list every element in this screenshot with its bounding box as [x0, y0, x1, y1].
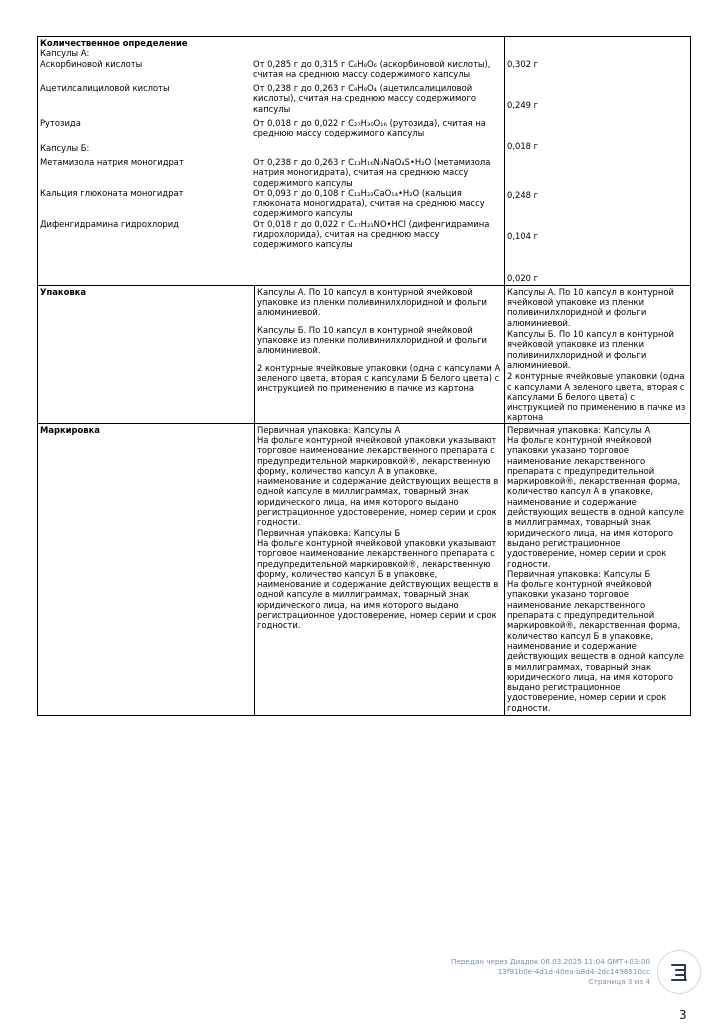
result-acetylsalicylic: 0,249 г: [507, 99, 539, 110]
substance-name: Метамизола натрия моногидрат: [40, 156, 184, 167]
quant-row-rutoside: [40, 118, 502, 139]
table-row-packaging: [38, 285, 691, 423]
marking-result-b-text: На фольге контурной ячейковой упаковки указано торговое наименование лекарственного препарата с предупредительной маркировкой®, лекарственная форма, количество капсул Б в упаковке, наименование и содержание действующих веществ в одной капсуле в миллиграммах, товарный знак юридического лица, на имя которого выдано регистрационное удостоверение, номер серии и срок годности.: [507, 579, 684, 713]
packaging-spec-box: 2 контурные ячейковые упаковки (одна с капсулами А зеленого цвета, вторая с капсулами Б белого цвета) с инструкцией по применению в пачке из картона: [257, 362, 501, 394]
substance-name: Кальция глюконата моногидрат: [40, 187, 184, 198]
quantitative-spec-cell: [38, 37, 505, 286]
quant-row-diphenhydramine: [40, 219, 502, 250]
quant-row-ascorbic: [40, 59, 502, 80]
substance-spec: От 0,238 г до 0,263 г C₁₃H₁₆N₃NaO₄S•H₂O (метамизола натрия моногидрата), считая на среднюю массу содержимого капсулы: [253, 156, 491, 188]
marking-result-b-title: Первичная упаковка: Капсулы Б: [507, 568, 651, 579]
result-metamizole: 0,248 г: [507, 190, 539, 201]
marking-result-a-text: На фольге контурной ячейковой упаковки указано торговое наименование лекарственного препарата с предупредительной маркировкой®, лекарственная форма, количество капсул А в упаковке, наименование и содержание действующих веществ в одной капсуле в миллиграммах, товарный знак юридического лица, на имя которого выдано регистрационное удостоверение, номер серии и срок годности.: [507, 434, 684, 569]
substance-name: Дифенгидрамина гидрохлорид: [40, 218, 179, 229]
marking-spec-a-text: На фольге контурной ячейковой упаковки указывают торговое наименование лекарственного препарата с предупредительной маркировкой®, лекарственную форму, количество капсул А в упаковке, наименование и содержание действующих веществ в одной капсуле в миллиграммах, товарный знак юридического лица, на имя которого выдано регистрационное удостоверение, номер серии и срок годности.: [257, 434, 499, 528]
substance-spec: От 0,018 г до 0,022 г C₂₇H₃₀O₁₆ (рутозида), считая на среднюю массу содержимого капсулы: [253, 118, 486, 139]
table-row-marking: [38, 423, 691, 715]
substance-spec: От 0,018 г до 0,022 г C₁₇H₂₁NO•HCl (дифенгидрамина гидрохлорида), считая на среднюю массу содержимого капсулы: [253, 218, 490, 250]
capsules-a-label: Капсулы А:: [40, 48, 90, 59]
packaging-spec-b: Капсулы Б. По 10 капсул в контурной ячейковой упаковке из пленки поливинилхлоридной и фольги алюминиевой.: [257, 324, 487, 356]
substance-spec: От 0,238 г до 0,263 г C₉H₈O₄ (ацетилсалициловой кислоты), считая на среднюю массу содержимого капсулы: [253, 83, 476, 114]
quant-row-metamizole: [40, 157, 502, 188]
stamp-page-count: Страница 3 из 4: [588, 977, 650, 986]
marking-header-cell: [38, 423, 255, 715]
result-rutoside: 0,018 г: [507, 140, 539, 151]
marking-spec-cell: [255, 423, 505, 715]
substance-name: Аскорбиновой кислоты: [40, 58, 143, 69]
stamp-document-id: 13f91b0e-4d1d-40ea-b8d4-2dc1498510cc: [497, 967, 650, 976]
quantitative-header: Количественное определение: [40, 38, 188, 48]
substance-spec: От 0,093 г до 0,108 г C₁₂H₂₂CaO₁₄•H₂O (кальция глюконата моногидрата), считая на среднюю массу содержимого капсулы: [253, 187, 485, 219]
packaging-spec-cell: [255, 285, 505, 423]
packaging-header-cell: [38, 285, 255, 423]
marking-result-a-title: Первичная упаковка: Капсулы А: [507, 424, 651, 435]
table-row-quantitative: [38, 37, 691, 286]
substance-name: Рутозида: [40, 118, 81, 129]
marking-spec-a-title: Первичная упаковка: Капсулы А: [257, 424, 401, 435]
stamp-transmitted-line: Передан через Диадок 06.03.2025 11:04 GMT+03:00: [451, 957, 650, 966]
diadoc-stamp: [400, 957, 650, 987]
spec-table-wrapper: [37, 36, 690, 716]
substance-spec: От 0,285 г до 0,315 г C₆H₈O₆ (аскорбиновой кислоты), считая на среднюю массу содержимого капсулы: [253, 58, 491, 79]
packaging-result-cell: [505, 285, 691, 423]
packaging-spec-a: Капсулы А. По 10 капсул в контурной ячейковой упаковке из пленки поливинилхлоридной и фольги алюминиевой.: [257, 286, 487, 318]
packaging-result-box: 2 контурные ячейковые упаковки (одна с капсулами А зеленого цвета, вторая с капсулами Б белого цвета) с инструкцией по применению в пачке из картона: [507, 371, 686, 423]
packaging-result-b: Капсулы Б. По 10 капсул в контурной ячейковой упаковке из пленки поливинилхлоридной и фольги алюминиевой.: [507, 329, 674, 370]
result-calcium-gluconate: 0,104 г: [507, 231, 539, 242]
packaging-header: Упаковка: [40, 286, 86, 297]
result-diphenhydramine: 0,020 г: [507, 272, 539, 283]
diadoc-logo-icon: [668, 961, 690, 983]
marking-header: Маркировка: [40, 424, 100, 435]
page-number: 3: [679, 1008, 687, 1022]
marking-spec-b-text: На фольге контурной ячейковой упаковки указывают торговое наименование лекарственного препарата с предупредительной маркировкой®, лекарственную форму, количество капсул Б в упаковке, наименование и содержание действующих веществ в одной капсуле в миллиграммах, товарный знак юридического лица, на имя которого выдано регистрационное удостоверение, номер серии и срок годности.: [257, 537, 499, 631]
quantitative-result-cell: [505, 37, 691, 286]
quant-row-acetylsalicylic: [40, 83, 502, 114]
substance-name: Ацетилсалициловой кислоты: [40, 83, 170, 94]
capsules-b-label: Капсулы Б:: [40, 142, 90, 153]
marking-spec-b-title: Первичная упаковка: Капсулы Б: [257, 527, 401, 538]
marking-result-cell: [505, 423, 691, 715]
diadoc-logo-badge: [657, 950, 701, 994]
packaging-result-a: Капсулы А. По 10 капсул в контурной ячейковой упаковке из пленки поливинилхлоридной и фольги алюминиевой.: [507, 286, 674, 328]
quant-row-calcium-gluconate: [40, 188, 502, 219]
specification-table: [37, 36, 691, 716]
result-ascorbic: 0,302 г: [507, 58, 539, 69]
